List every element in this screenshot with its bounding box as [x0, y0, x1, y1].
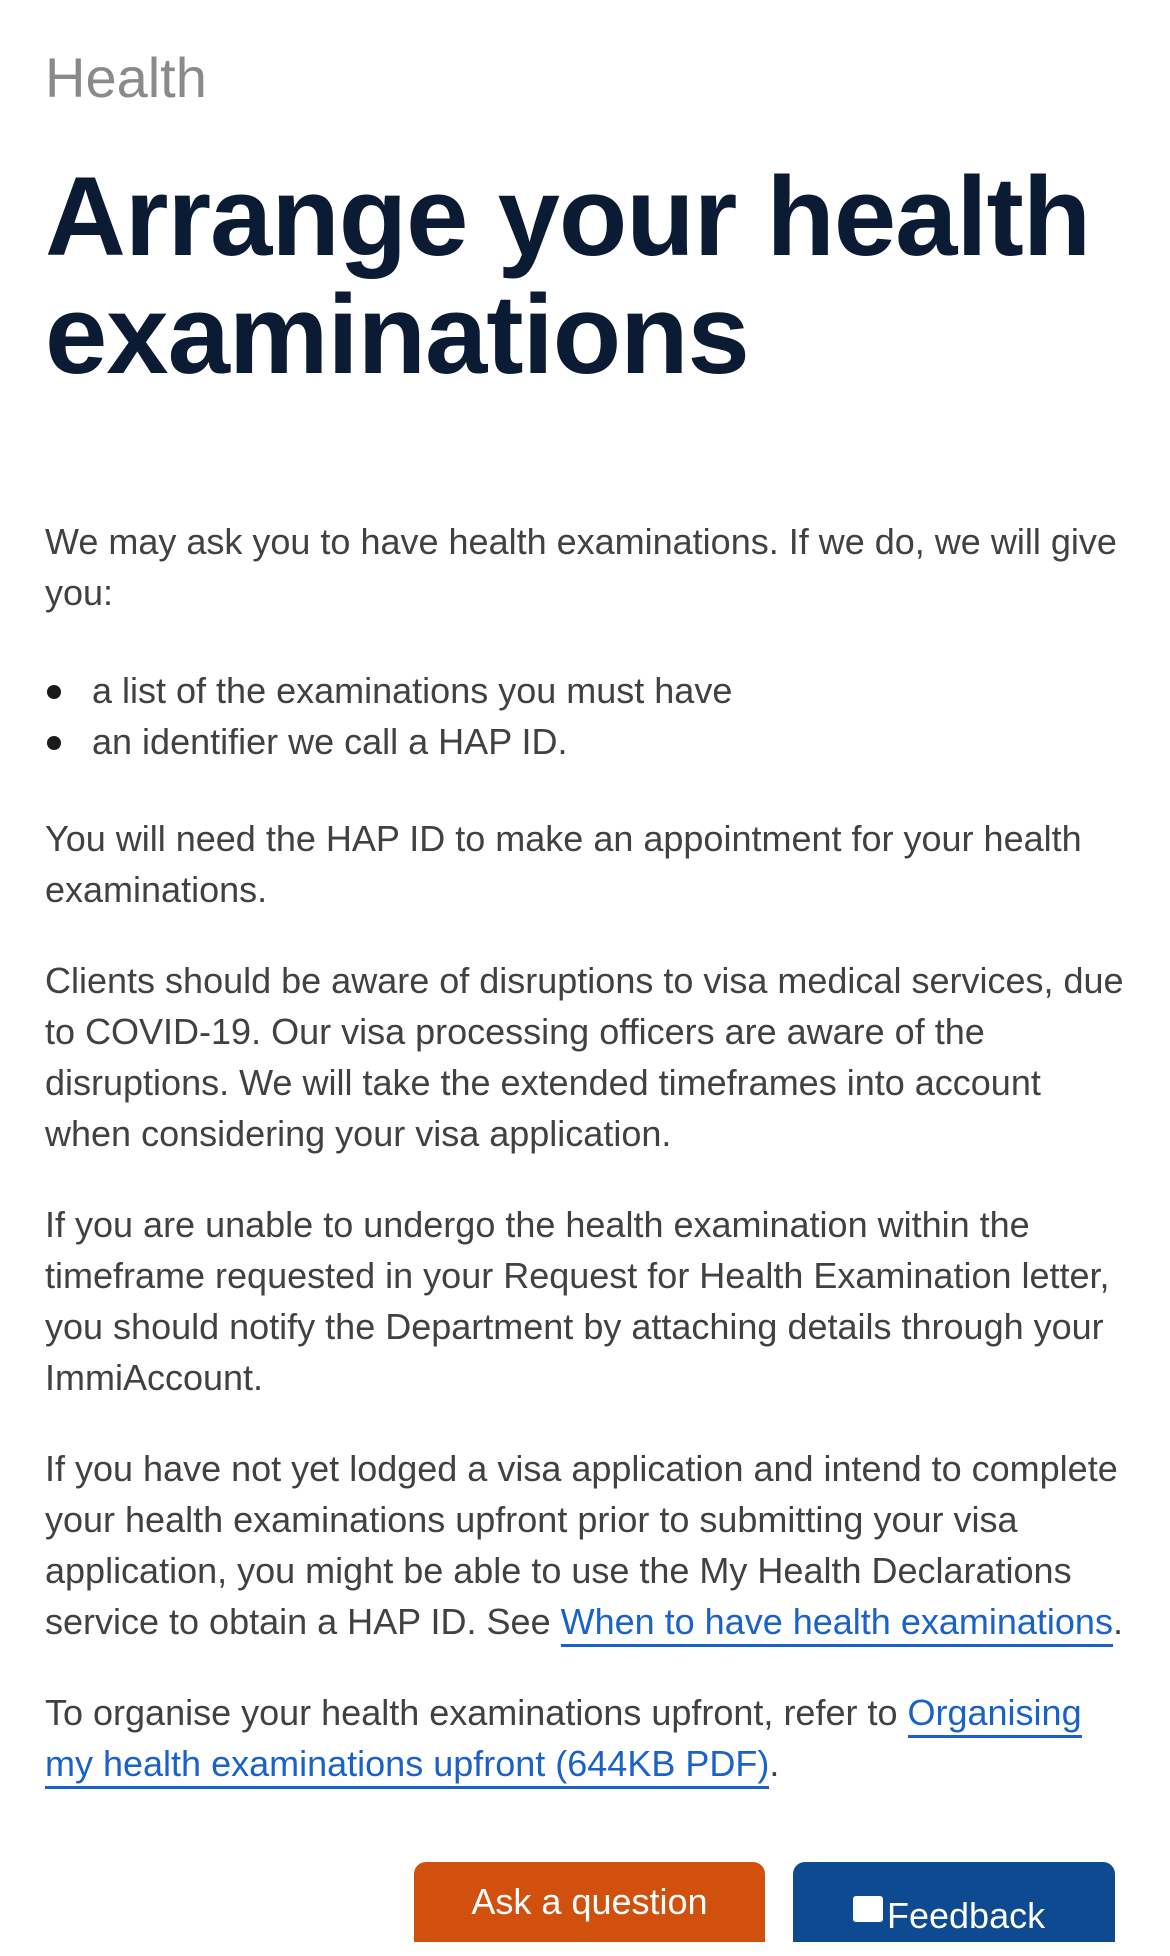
intro-paragraph: We may ask you to have health examinations. If we do, we will give you: — [45, 521, 1117, 613]
article-body — [45, 516, 1125, 1829]
upfront-paragraph — [45, 1443, 1125, 1647]
list-item — [45, 716, 1125, 767]
feedback-label: Feedback — [887, 1895, 1046, 1936]
ask-question-button[interactable] — [414, 1862, 765, 1942]
ask-question-label: Ask a question — [471, 1881, 708, 1922]
organise-end: . — [769, 1743, 780, 1784]
organise-text: To organise your health examinations upfront, refer to — [45, 1692, 908, 1733]
upfront-text: If you have not yet lodged a visa application and intend to complete your health examinations upfront prior to submitting your visa application, you might be able to use the My Health Declarations service to obtain a HAP ID. See — [45, 1448, 1118, 1642]
bullet-dot-icon — [47, 685, 61, 699]
page-title: Arrange your health examinations — [45, 154, 1091, 397]
hap-id-paragraph: You will need the HAP ID to make an appointment for your health examinations. — [45, 818, 1082, 910]
organise-paragraph — [45, 1687, 1125, 1789]
page-header — [45, 40, 1125, 397]
upfront-end: . — [1112, 1601, 1123, 1642]
bullet-dot-icon — [47, 736, 61, 750]
section-eyebrow: Health — [45, 46, 207, 109]
when-to-have-exams-link[interactable]: When to have health examinations — [561, 1601, 1113, 1647]
list-item-text: a list of the examinations you must have — [92, 670, 733, 711]
covid-paragraph: Clients should be aware of disruptions to visa medical services, due to COVID-19. Our visa processing officers are aware of the disruptions. We will take the extended timeframes into account when considering your visa application. — [45, 960, 1124, 1154]
feedback-button[interactable] — [793, 1862, 1115, 1942]
chat-bubble-icon — [853, 1896, 883, 1922]
organising-pdf-link[interactable]: Organising my health examinations upfront (644KB PDF) — [45, 1692, 1082, 1789]
list-item — [45, 665, 1125, 716]
unable-paragraph: If you are unable to undergo the health examination within the timeframe requested in your Request for Health Examination letter, you should notify the Department by attaching details through your ImmiAccount. — [45, 1204, 1110, 1398]
requirements-list — [45, 665, 1125, 767]
list-item-text: an identifier we call a HAP ID. — [92, 721, 568, 762]
